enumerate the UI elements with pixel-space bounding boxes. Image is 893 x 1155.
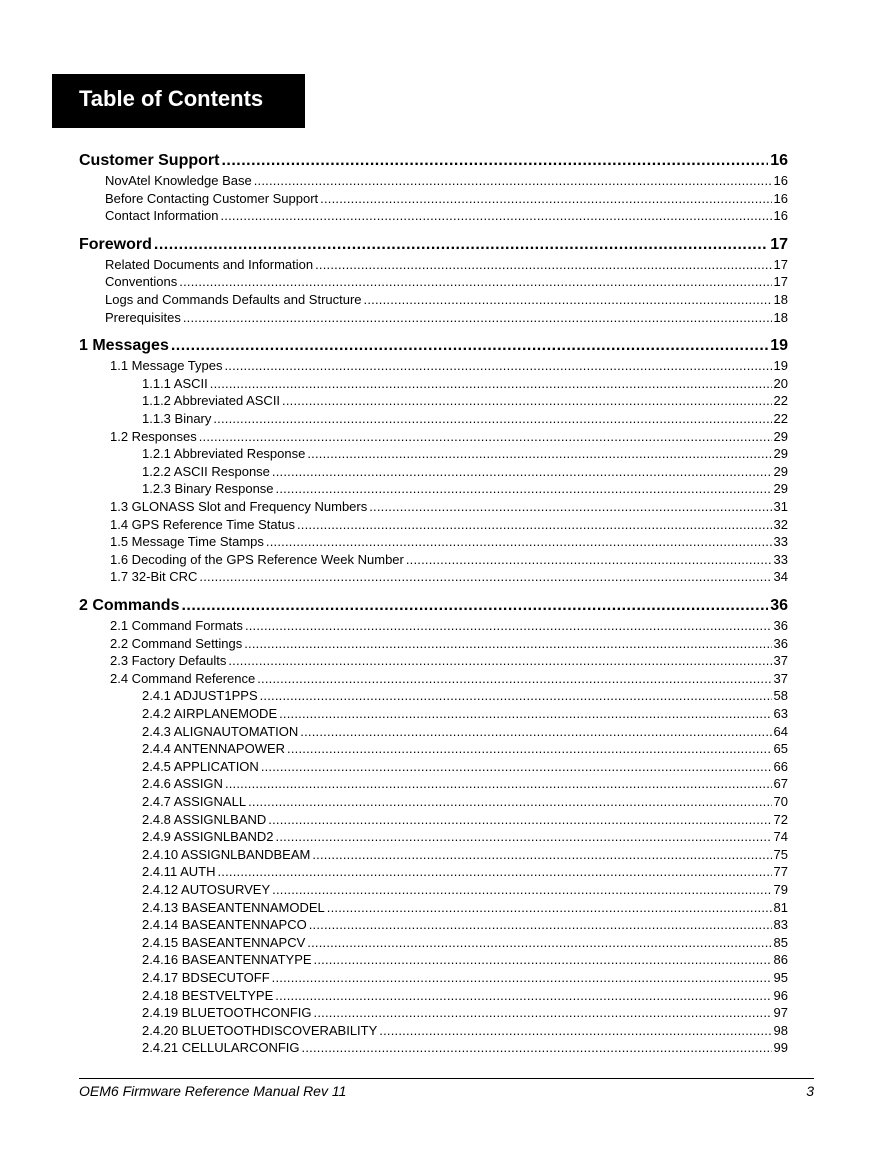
toc-entry-label: 1.1 Message Types bbox=[110, 358, 223, 374]
toc-chapter-entry[interactable] bbox=[79, 235, 788, 255]
toc-entry[interactable] bbox=[142, 740, 788, 757]
toc-entry-label: Contact Information bbox=[105, 208, 219, 224]
toc-entry[interactable] bbox=[142, 951, 788, 968]
toc-leader-dots bbox=[248, 793, 771, 810]
toc-leader-dots bbox=[369, 498, 771, 515]
toc-entry[interactable] bbox=[142, 480, 788, 497]
toc-entry-label: 2.4.1 ADJUST1PPS bbox=[142, 688, 258, 704]
toc-entry-page: 22 bbox=[773, 411, 788, 426]
toc-leader-dots bbox=[220, 207, 771, 224]
toc-entry[interactable] bbox=[142, 881, 788, 898]
toc-chapter-entry[interactable] bbox=[79, 151, 788, 171]
toc-leader-dots bbox=[287, 740, 771, 757]
toc-entry[interactable] bbox=[142, 899, 788, 916]
toc-entry-page: 18 bbox=[773, 292, 788, 307]
toc-entry-label: 2.4.7 ASSIGNALL bbox=[142, 794, 247, 809]
toc-leader-dots bbox=[282, 392, 771, 409]
toc-leader-dots bbox=[261, 758, 772, 775]
toc-entry-label: 2.4.15 BASEANTENNAPCV bbox=[142, 934, 306, 950]
toc-entry-label: Customer Support bbox=[79, 152, 220, 169]
toc-entry[interactable] bbox=[110, 551, 788, 568]
toc-entry-page: 66 bbox=[773, 758, 788, 774]
toc-entry-page: 33 bbox=[773, 551, 788, 567]
toc-entry-page: 18 bbox=[773, 309, 788, 325]
toc-entry-label: 2.4.21 CELLULARCONFIG bbox=[142, 1040, 300, 1056]
toc-leader-dots bbox=[245, 617, 772, 634]
toc-entry[interactable] bbox=[105, 207, 788, 224]
toc-entry[interactable] bbox=[142, 445, 788, 462]
toc-leader-dots bbox=[379, 1022, 771, 1039]
toc-entry[interactable] bbox=[110, 357, 788, 374]
toc-entry-label: 1.2 Responses bbox=[110, 428, 197, 444]
toc-leader-dots bbox=[254, 172, 772, 189]
toc-entry[interactable] bbox=[105, 172, 788, 189]
toc-entry-label: 1.2.2 ASCII Response bbox=[142, 463, 270, 479]
toc-entry-label: 1.5 Message Time Stamps bbox=[110, 534, 264, 550]
toc-entry-label: 1.1.2 Abbreviated ASCII bbox=[142, 393, 281, 409]
toc-entry-label: 2.4.12 AUTOSURVEY bbox=[142, 882, 271, 897]
toc-entry[interactable] bbox=[110, 533, 788, 550]
toc-entry[interactable] bbox=[105, 309, 788, 326]
toc-entry[interactable] bbox=[142, 758, 788, 775]
toc-entry-page: 17 bbox=[773, 256, 788, 272]
toc-entry-page: 29 bbox=[773, 446, 788, 462]
toc-entry-label: 1.3 GLONASS Slot and Frequency Numbers bbox=[110, 499, 368, 514]
toc-entry[interactable] bbox=[142, 916, 788, 933]
toc-entry[interactable] bbox=[142, 846, 788, 863]
toc-entry[interactable] bbox=[142, 1022, 788, 1039]
toc-entry[interactable] bbox=[110, 652, 788, 669]
toc-leader-dots bbox=[272, 881, 771, 898]
toc-entry[interactable] bbox=[110, 428, 788, 445]
toc-entry-page: 70 bbox=[773, 794, 788, 809]
toc-entry-page: 99 bbox=[773, 1040, 788, 1056]
toc-entry-page: 16 bbox=[773, 208, 788, 224]
toc-leader-dots bbox=[315, 256, 771, 273]
toc-entry[interactable] bbox=[110, 568, 788, 585]
toc-entry-label: 2.4.19 BLUETOOTHCONFIG bbox=[142, 1005, 312, 1021]
toc-leader-dots bbox=[309, 916, 772, 933]
toc-entry-page: 31 bbox=[773, 499, 788, 514]
toc-chapter-entry[interactable] bbox=[79, 336, 788, 356]
toc-entry-page: 64 bbox=[773, 723, 788, 739]
page-title: Table of Contents bbox=[79, 86, 264, 111]
toc-entry-label: 2.4.17 BDSECUTOFF bbox=[142, 970, 270, 985]
toc-entry-label: 1.1.3 Binary bbox=[142, 411, 212, 426]
toc-leader-dots bbox=[275, 987, 771, 1004]
toc-leader-dots bbox=[171, 336, 768, 356]
toc-entry-page: 65 bbox=[773, 741, 788, 757]
toc-leader-dots bbox=[406, 551, 772, 568]
toc-entry-page: 16 bbox=[773, 173, 788, 188]
toc-entry-label: Before Contacting Customer Support bbox=[105, 190, 319, 206]
toc-entry-label: 1.4 GPS Reference Time Status bbox=[110, 516, 295, 532]
toc-entry-label: NovAtel Knowledge Base bbox=[105, 173, 252, 188]
toc-entry-page: 29 bbox=[773, 463, 788, 479]
toc-entry-page: 83 bbox=[773, 917, 788, 933]
toc-entry-label: Logs and Commands Defaults and Structure bbox=[105, 292, 362, 307]
toc-entry-page: 85 bbox=[773, 934, 788, 950]
toc-entry-page: 79 bbox=[773, 882, 788, 897]
toc-entry[interactable] bbox=[142, 1004, 788, 1021]
toc-entry-page: 95 bbox=[773, 970, 788, 985]
toc-entry-page: 36 bbox=[773, 618, 788, 633]
toc-entry-label: 1.7 32-Bit CRC bbox=[110, 569, 198, 585]
toc-entry-page: 36 bbox=[770, 597, 788, 614]
toc-leader-dots bbox=[154, 235, 768, 255]
footer-document-title: OEM6 Firmware Reference Manual Rev 11 bbox=[79, 1083, 347, 1099]
toc-entry[interactable] bbox=[142, 392, 788, 409]
toc-entry-label: 2 Commands bbox=[79, 597, 180, 614]
toc-entry-label: 2.2 Command Settings bbox=[110, 635, 243, 651]
toc-leader-dots bbox=[225, 357, 772, 374]
toc-entry-label: 2.4.8 ASSIGNLBAND bbox=[142, 811, 267, 827]
toc-leader-dots bbox=[364, 291, 772, 308]
toc-entry-page: 34 bbox=[773, 569, 788, 585]
toc-entry-page: 29 bbox=[773, 481, 788, 497]
toc-leader-dots bbox=[272, 969, 772, 986]
toc-leader-dots bbox=[228, 652, 771, 669]
toc-leader-dots bbox=[302, 1039, 772, 1056]
toc-entry[interactable] bbox=[142, 828, 788, 845]
toc-entry[interactable] bbox=[142, 934, 788, 951]
toc-entry-label: 2.4.16 BASEANTENNATYPE bbox=[142, 952, 312, 968]
toc-entry-page: 74 bbox=[773, 829, 788, 845]
toc-leader-dots bbox=[260, 687, 772, 704]
toc-entry[interactable] bbox=[142, 687, 788, 704]
toc-leader-dots bbox=[320, 190, 771, 207]
toc-leader-dots bbox=[279, 705, 771, 722]
toc-leader-dots bbox=[307, 934, 771, 951]
toc-entry[interactable] bbox=[105, 256, 788, 273]
toc-entry[interactable] bbox=[110, 516, 788, 533]
toc-entry-page: 19 bbox=[770, 337, 788, 355]
toc-entry-label: 2.4.10 ASSIGNLBANDBEAM bbox=[142, 846, 311, 862]
toc-entry-page: 75 bbox=[773, 846, 788, 862]
toc-entry[interactable] bbox=[142, 863, 788, 880]
toc-entry-page: 37 bbox=[773, 653, 788, 669]
toc-entry-page: 19 bbox=[773, 358, 788, 374]
toc-entry-page: 32 bbox=[773, 516, 788, 532]
toc-entry-label: 2.4.2 AIRPLANEMODE bbox=[142, 706, 278, 721]
toc-entry-label: 1.2.1 Abbreviated Response bbox=[142, 446, 306, 462]
toc-leader-dots bbox=[179, 273, 771, 290]
toc-leader-dots bbox=[314, 951, 772, 968]
toc-entry[interactable] bbox=[142, 1039, 788, 1056]
toc-entry-page: 36 bbox=[773, 635, 788, 651]
toc-entry[interactable] bbox=[142, 375, 788, 392]
toc-entry-label: 2.4.9 ASSIGNLBAND2 bbox=[142, 829, 274, 845]
toc-entry-page: 29 bbox=[773, 428, 788, 444]
toc-leader-dots bbox=[199, 428, 772, 445]
toc-entry-page: 17 bbox=[773, 274, 788, 290]
toc-entry-label: 2.1 Command Formats bbox=[110, 618, 243, 633]
toc-entry-page: 98 bbox=[773, 1022, 788, 1038]
toc-entry-page: 77 bbox=[773, 864, 788, 880]
toc-leader-dots bbox=[257, 670, 771, 687]
toc-leader-dots bbox=[266, 533, 772, 550]
toc-leader-dots bbox=[183, 309, 772, 326]
toc-entry[interactable] bbox=[105, 291, 788, 308]
toc-entry-page: 58 bbox=[773, 688, 788, 704]
toc-entry-label: 1.1.1 ASCII bbox=[142, 375, 208, 391]
toc-entry-label: 2.4.13 BASEANTENNAMODEL bbox=[142, 899, 325, 915]
toc-entry-label: Foreword bbox=[79, 235, 152, 253]
toc-entry-page: 22 bbox=[773, 393, 788, 409]
toc-leader-dots bbox=[225, 775, 772, 792]
toc-entry-label: 2.4.5 APPLICATION bbox=[142, 758, 259, 774]
toc-entry[interactable] bbox=[110, 670, 788, 687]
toc-entry-page: 16 bbox=[770, 152, 788, 169]
footer-divider bbox=[79, 1078, 814, 1079]
toc-entry[interactable] bbox=[110, 617, 788, 634]
toc-leader-dots bbox=[213, 410, 771, 427]
footer-page-number: 3 bbox=[806, 1083, 814, 1099]
toc-entry-label: 1.2.3 Binary Response bbox=[142, 481, 274, 497]
toc-entry-label: Related Documents and Information bbox=[105, 256, 314, 272]
toc-entry[interactable] bbox=[142, 969, 788, 986]
toc-leader-dots bbox=[181, 596, 768, 616]
toc-entry-label: 1.6 Decoding of the GPS Reference Week Number bbox=[110, 551, 404, 567]
toc-entry[interactable] bbox=[142, 811, 788, 828]
toc-entry-page: 33 bbox=[773, 534, 788, 550]
toc-entry-label: 2.4.4 ANTENNAPOWER bbox=[142, 741, 286, 757]
toc-entry[interactable] bbox=[142, 410, 788, 427]
toc-entry-page: 86 bbox=[773, 952, 788, 968]
toc-entry-page: 72 bbox=[773, 811, 788, 827]
toc-leader-dots bbox=[300, 723, 771, 740]
toc-entry[interactable] bbox=[105, 273, 788, 290]
toc-leader-dots bbox=[314, 1004, 772, 1021]
toc-entry[interactable] bbox=[110, 635, 788, 652]
toc-entry[interactable] bbox=[142, 723, 788, 740]
toc-entry-page: 63 bbox=[773, 706, 788, 721]
toc-entry[interactable] bbox=[142, 987, 788, 1004]
toc-entry[interactable] bbox=[142, 463, 788, 480]
toc-entry-label: 2.4.18 BESTVELTYPE bbox=[142, 987, 274, 1003]
toc-entry-page: 16 bbox=[773, 190, 788, 206]
toc-entry-page: 97 bbox=[773, 1005, 788, 1021]
toc-entry-page: 81 bbox=[773, 899, 788, 915]
toc-entry-page: 67 bbox=[773, 776, 788, 792]
toc-entry[interactable] bbox=[105, 190, 788, 207]
toc-leader-dots bbox=[312, 846, 771, 863]
toc-leader-dots bbox=[276, 828, 772, 845]
toc-entry-label: 2.4.20 BLUETOOTHDISCOVERABILITY bbox=[142, 1022, 378, 1038]
toc-leader-dots bbox=[244, 635, 771, 652]
toc-entry-label: 1 Messages bbox=[79, 337, 169, 355]
toc-entry[interactable] bbox=[142, 705, 788, 722]
toc-leader-dots bbox=[297, 516, 772, 533]
toc-entry-label: 2.4.14 BASEANTENNAPCO bbox=[142, 917, 307, 933]
toc-leader-dots bbox=[272, 463, 772, 480]
toc-entry-page: 20 bbox=[773, 375, 788, 391]
toc-leader-dots bbox=[221, 151, 768, 171]
toc-leader-dots bbox=[217, 863, 771, 880]
toc-leader-dots bbox=[307, 445, 771, 462]
toc-entry-label: 2.4.3 ALIGNAUTOMATION bbox=[142, 723, 299, 739]
toc-leader-dots bbox=[327, 899, 772, 916]
toc-entry-label: Prerequisites bbox=[105, 309, 181, 325]
toc-entry-page: 37 bbox=[773, 670, 788, 686]
toc-entry-label: Conventions bbox=[105, 274, 178, 290]
toc-entry-page: 17 bbox=[770, 235, 788, 253]
toc-entry[interactable] bbox=[142, 775, 788, 792]
toc-entry-label: 2.4.11 AUTH bbox=[142, 864, 216, 880]
toc-leader-dots bbox=[276, 480, 772, 497]
toc-entry[interactable] bbox=[142, 793, 788, 810]
toc-entry-label: 2.4.6 ASSIGN bbox=[142, 776, 223, 792]
toc-leader-dots bbox=[210, 375, 772, 392]
toc-entry-label: 2.4 Command Reference bbox=[110, 670, 256, 686]
toc-leader-dots bbox=[199, 568, 771, 585]
toc-entry[interactable] bbox=[110, 498, 788, 515]
toc-entry-label: 2.3 Factory Defaults bbox=[110, 653, 227, 669]
toc-entry-page: 96 bbox=[773, 987, 788, 1003]
toc-leader-dots bbox=[268, 811, 771, 828]
toc-chapter-entry[interactable] bbox=[79, 596, 788, 616]
